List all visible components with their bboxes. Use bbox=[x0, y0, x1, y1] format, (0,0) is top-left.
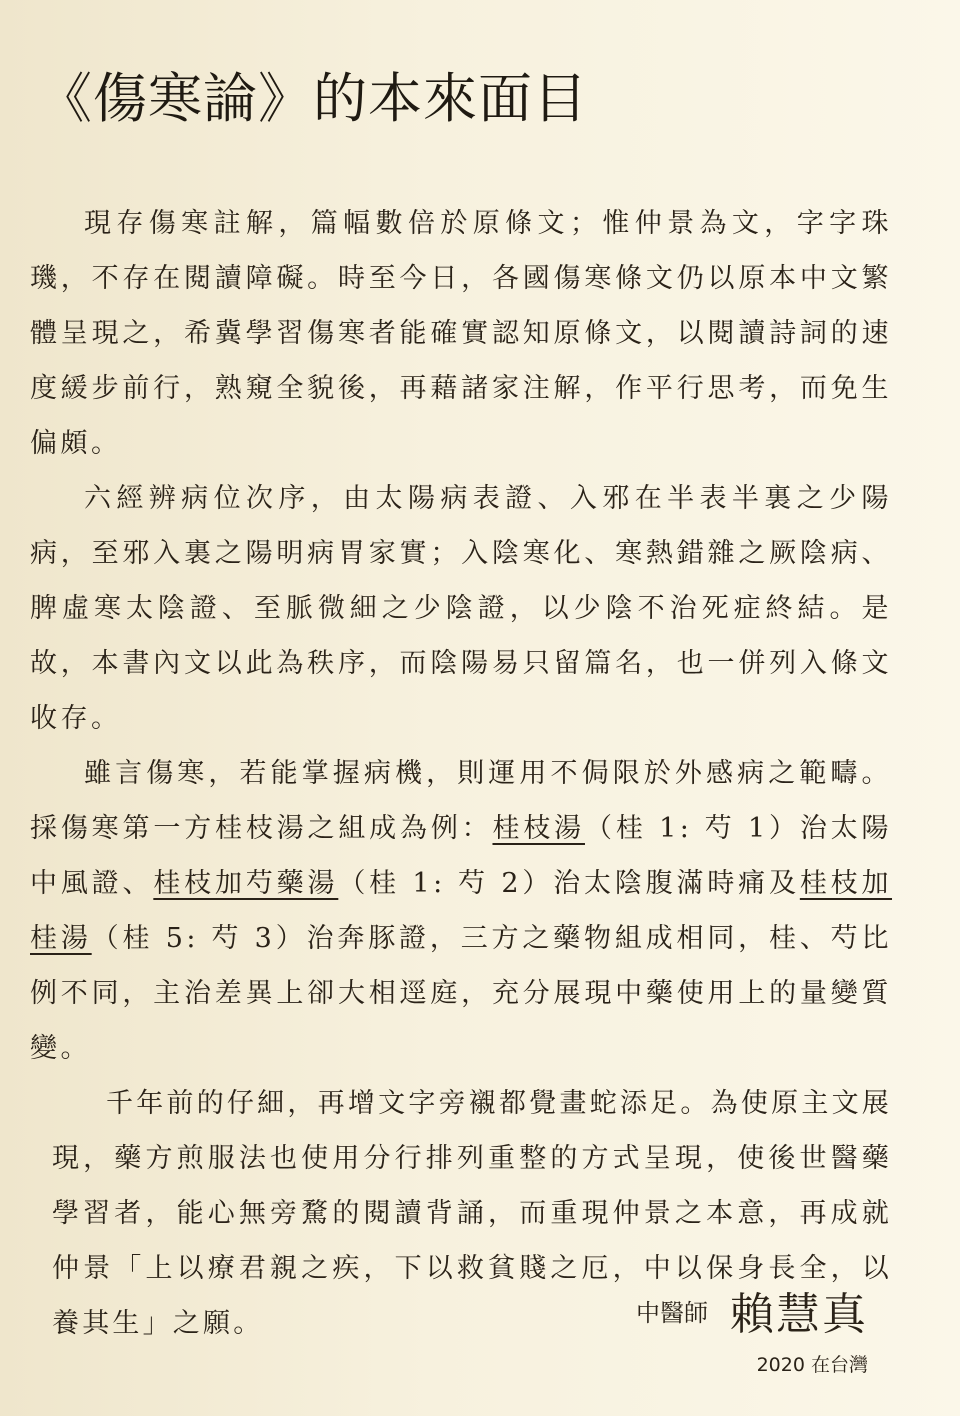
formula-guizhi-jia-gui-tang: 桂枝加桂湯 bbox=[30, 868, 893, 954]
paragraph-1: 現存傷寒註解，篇幅數倍於原條文；惟仲景為文，字字珠璣，不存在閱讀障礙。時至今日，各國傷寒條文仍以原本中文繁體呈現之，希冀學習傷寒者能確實認知原條文，以閱讀詩詞的速度緩步前行，熟窺全貌後，再藉諸家注解，作平行思考，而免生偏頗。 bbox=[30, 208, 892, 459]
paragraph-3 bbox=[30, 746, 892, 1076]
document-body bbox=[30, 196, 892, 1351]
signature-date: 2020 在台灣 bbox=[756, 1354, 868, 1376]
paragraph-3-text-4: （桂 5: 芍 3）治奔豚證，三方之藥物組成相同，桂、芍比例不同，主治差異上卻大相逕庭，充分展現中藥使用上的量變質變。 bbox=[30, 923, 893, 1064]
signature bbox=[636, 1278, 868, 1342]
paragraph-4: 千年前的仔細，再增文字旁襯都覺畫蛇添足。為使原主文展現，藥方煎服法也使用分行排列重整的方式呈現，使後世醫藥學習者，能心無旁騖的閱讀背誦，而重現仲景之本意，再成就仲景「上以療君親之疾，下以救貧賤之厄，中以保身長全，以養其生」之願。 bbox=[52, 1088, 892, 1339]
signature-name: 賴慧真 bbox=[730, 1289, 868, 1340]
paragraph-3-text-3: （桂 1: 芍 2）治太陰腹滿時痛及 bbox=[338, 868, 800, 899]
formula-guizhi-jia-shaoyao-tang: 桂枝加芍藥湯 bbox=[153, 868, 339, 899]
paragraph-3-text-2: （桂 1: 芍 1）治太陽中風證、 bbox=[30, 813, 893, 899]
paragraph-2: 六經辨病位次序，由太陽病表證、入邪在半表半裏之少陽病，至邪入裏之陽明病胃家實；入陰寒化、寒熱錯雜之厥陰病、脾虛寒太陰證、至脈微細之少陰證，以少陰不治死症終結。是故，本書內文以此為秩序，而陰陽易只留篇名，也一併列入條文收存。 bbox=[30, 483, 892, 734]
formula-guizhi-tang: 桂枝湯 bbox=[492, 813, 585, 844]
paragraph-3-text-1: 雖言傷寒，若能掌握病機，則運用不侷限於外感病之範疇。採傷寒第一方桂枝湯之組成為例： bbox=[30, 758, 892, 844]
page-title: 《傷寒論》的本來面目 bbox=[38, 67, 588, 130]
signature-role: 中醫師 bbox=[636, 1298, 708, 1327]
